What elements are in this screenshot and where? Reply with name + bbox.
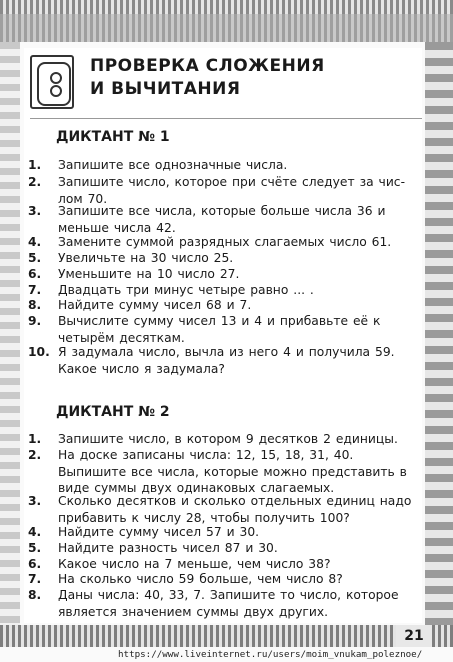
item-number: 4. [28, 525, 42, 539]
page-number: 21 [396, 625, 432, 647]
item-number: 3. [28, 494, 42, 508]
item-text: Найдите разность чисел 87 и 30. [58, 541, 278, 555]
page-title-line2: И ВЫЧИТАНИЯ [90, 79, 241, 99]
title-divider [30, 118, 422, 119]
item-text: Увеличьте на 30 число 25. [58, 251, 234, 265]
item-text: Уменьшите на 10 число 27. [58, 267, 240, 281]
item-number: 7. [28, 283, 42, 297]
item-number: 5. [28, 541, 42, 555]
item-number: 4. [28, 235, 42, 249]
item-text: Двадцать три минус четыре равно ... . [58, 283, 314, 297]
top-decorative-band [0, 0, 453, 42]
item-number: 2. [28, 175, 42, 189]
item-number: 8. [28, 298, 42, 312]
item-text: Запишите число, в котором 9 десятков 2 единицы. [58, 432, 398, 446]
item-text: Сколько десятков и сколько отдельных единиц надо прибавить к числу 28, чтобы получить 100? [58, 494, 412, 525]
item-text: Какое число на 7 меньше, чем число 38? [58, 557, 331, 571]
item-text: Замените суммой разрядных слагаемых число 61. [58, 235, 392, 249]
item-text: Запишите все однозначные числа. [58, 158, 288, 172]
item-text: Найдите сумму чисел 68 и 7. [58, 298, 252, 312]
item-number: 6. [28, 557, 42, 571]
item-number: 8. [28, 588, 42, 602]
item-text: Вычислите сумму чисел 13 и 4 и прибавьте её к четырём десяткам. [58, 314, 381, 345]
item-text: Я задумала число, вычла из него 4 и получила 59. Какое число я задумала? [58, 345, 395, 376]
dictation-2-heading: ДИКТАНТ № 2 [56, 404, 170, 420]
item-number: 9. [28, 314, 42, 328]
left-decorative-rail [0, 42, 20, 637]
right-decorative-rail [425, 42, 453, 637]
dictation-1-heading: ДИКТАНТ № 1 [56, 129, 170, 145]
item-number: 7. [28, 572, 42, 586]
page-title [90, 55, 420, 101]
item-number: 6. [28, 267, 42, 281]
item-text: На доске записаны числа: 12, 15, 18, 31, 40. Выпишите все числа, которые можно представить в виде суммы двух одинаковых слагаемых. [58, 448, 407, 495]
item-text: Запишите все числа, которые больше числа 36 и меньше числа 42. [58, 204, 386, 235]
item-text: Запишите число, которое при счёте следует за чис-лом 70. [58, 175, 406, 206]
item-number: 3. [28, 204, 42, 218]
item-number: 10. [28, 345, 50, 359]
bottom-decorative-band [0, 625, 453, 647]
page-title-line1: ПРОВЕРКА СЛОЖЕНИЯ [90, 56, 325, 76]
book-logo-icon [30, 55, 74, 109]
item-number: 2. [28, 448, 42, 462]
item-text: На сколько число 59 больше, чем число 8? [58, 572, 343, 586]
item-text: Даны числа: 40, 33, 7. Запишите то число, которое является значением суммы двух других. [58, 588, 399, 619]
item-number: 5. [28, 251, 42, 265]
source-url-watermark: https://www.liveinternet.ru/users/moim_vnukam_poleznoe/ [118, 649, 423, 660]
item-number: 1. [28, 432, 42, 446]
item-text: Найдите сумму чисел 57 и 30. [58, 525, 260, 539]
item-number: 1. [28, 158, 42, 172]
